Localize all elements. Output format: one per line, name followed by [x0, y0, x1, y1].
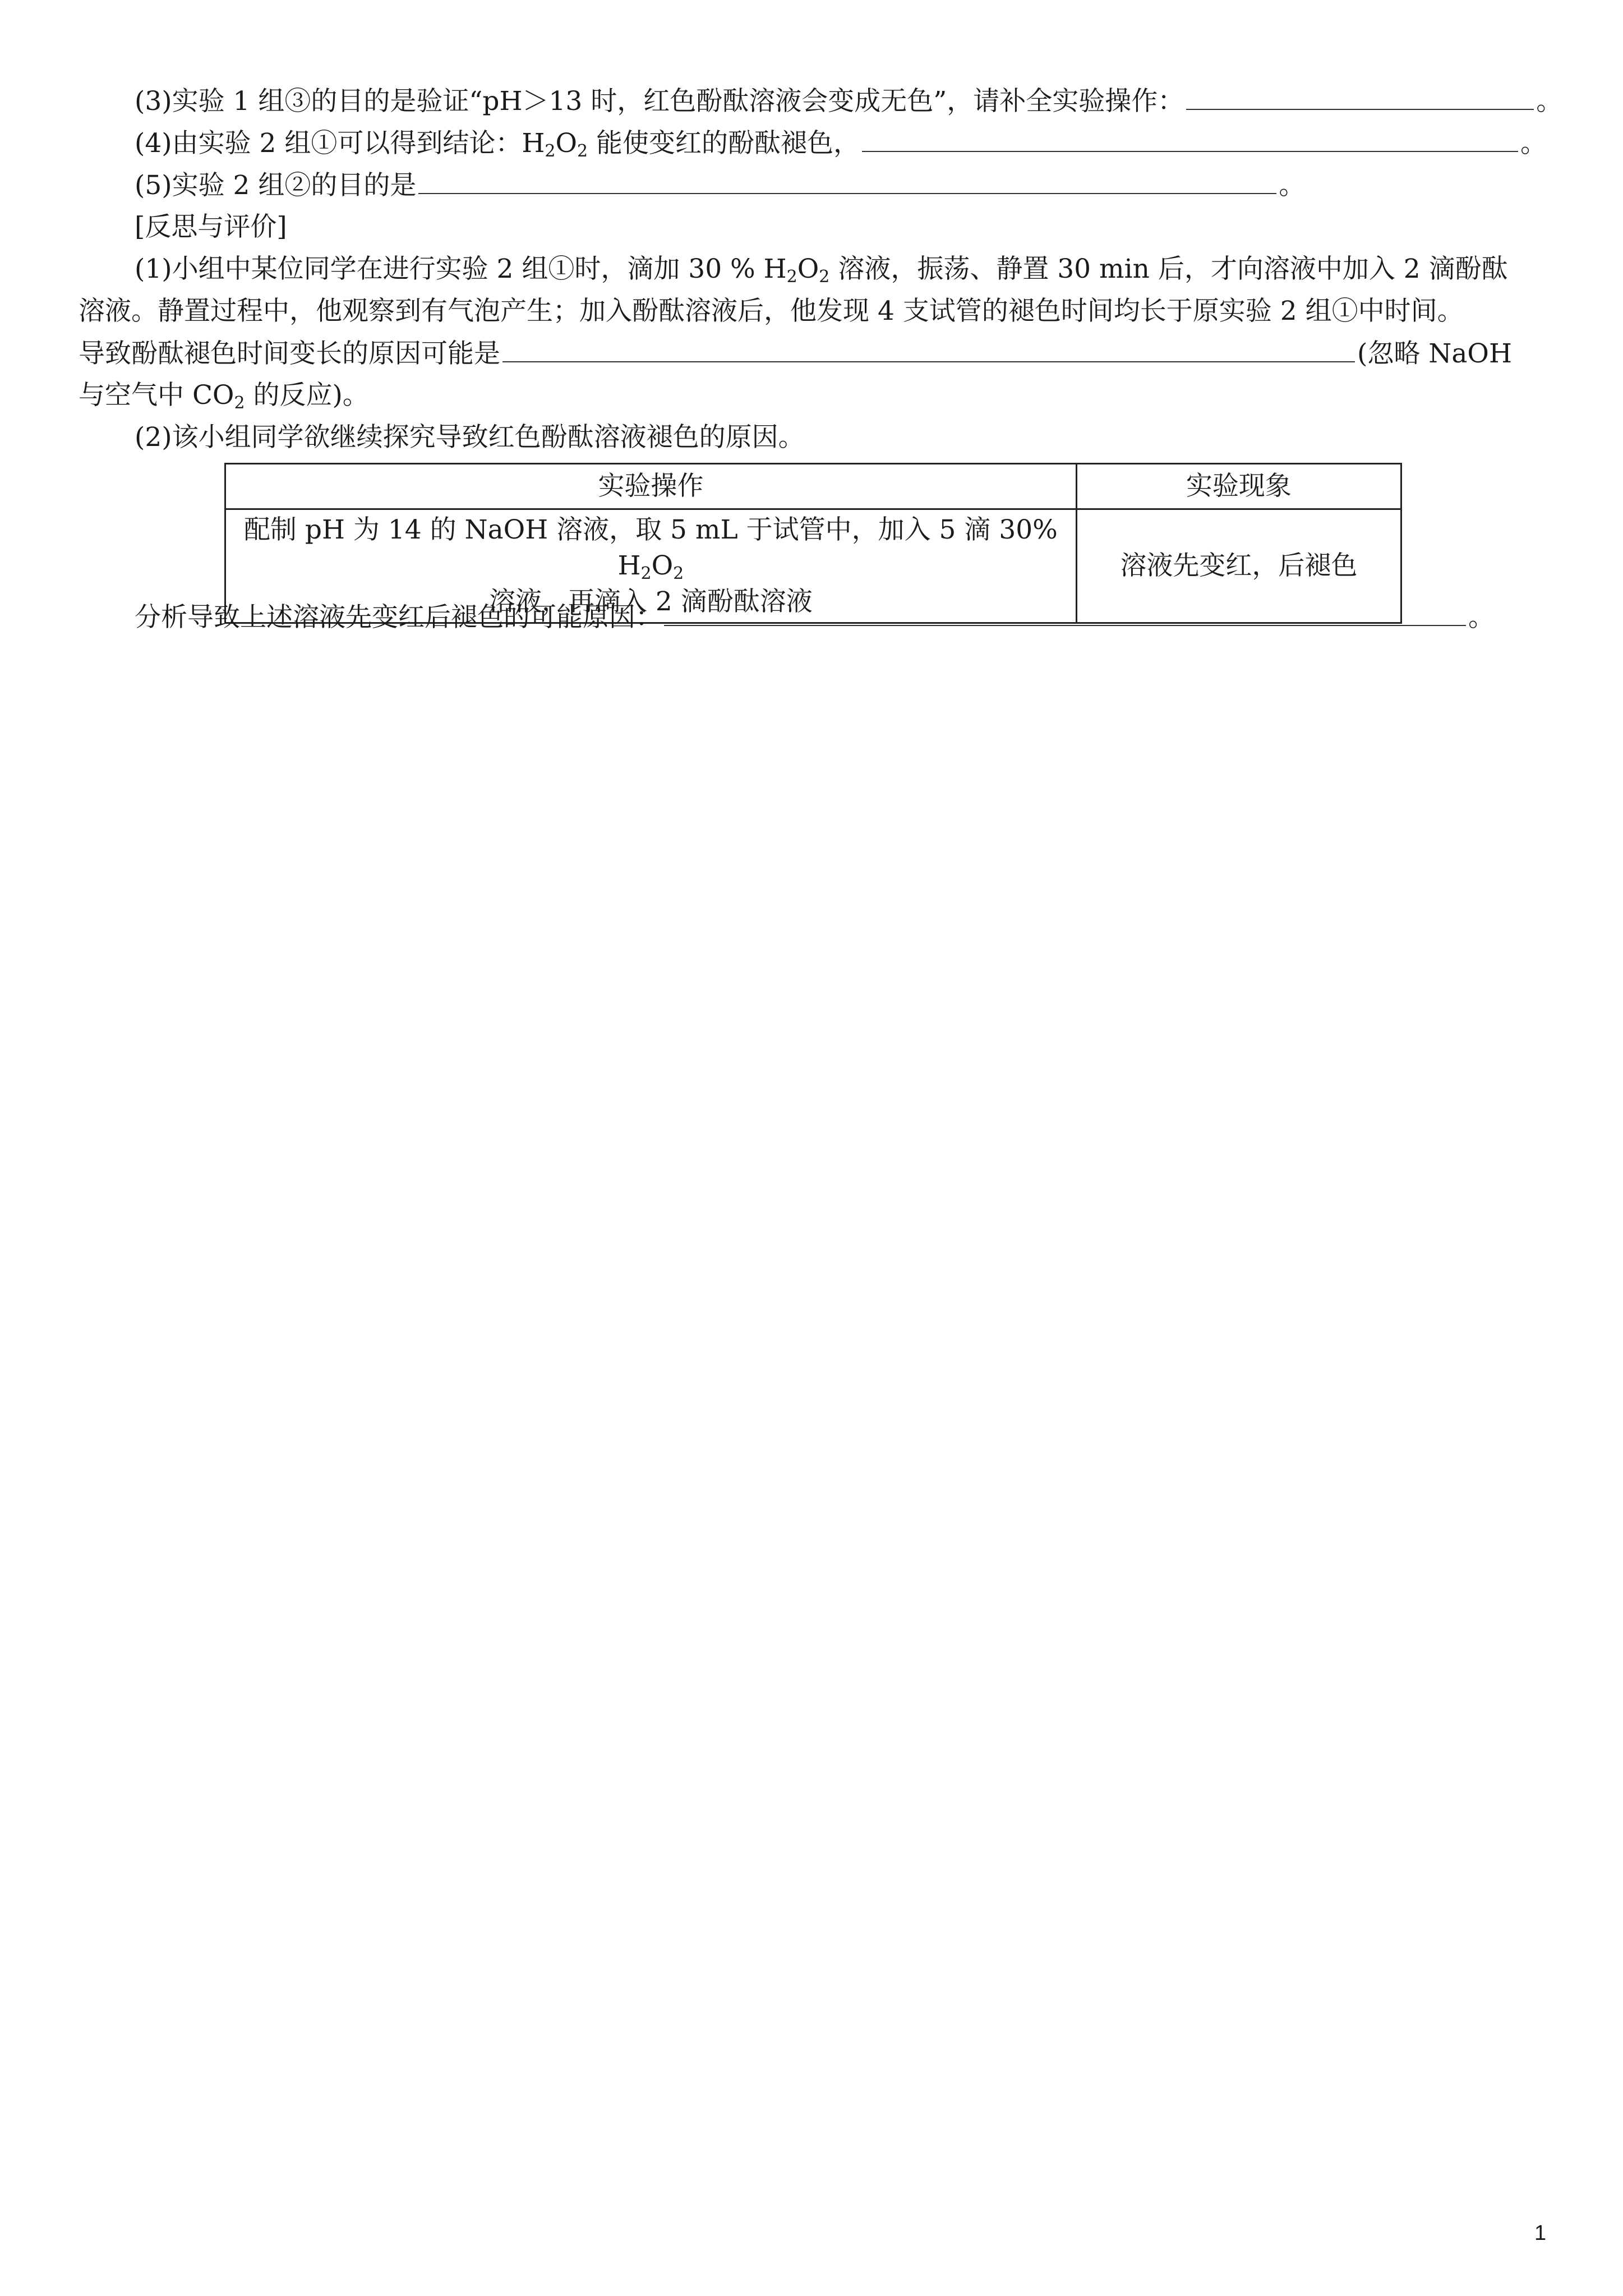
reflection-1-line-2: 溶液。静置过程中，他观察到有气泡产生；加入酚酞溶液后，他发现 4 支试管的褪色时间均长于原实验 2 组①中时间。 [79, 296, 1464, 326]
page-number: 1 [1534, 2221, 1547, 2245]
question-5-text: (5)实验 2 组②的目的是 [135, 170, 417, 201]
analysis-question: 分析导致上述溶液先变红后褪色的可能原因： 。 [135, 600, 1615, 634]
reflection-1-line-4: 与空气中 $CO_2$ 的反应)。 [79, 380, 369, 413]
question-4-prefix: (4)由实验 2 组①可以得到结论： [135, 128, 522, 159]
question-3-end: 。 [1536, 86, 1563, 117]
reflection-1-line-3: 导致酚酞褪色时间变长的原因可能是 (忽略 NaOH [79, 337, 1559, 371]
answer-blank-3[interactable] [1186, 84, 1534, 110]
h2o2-formula: $H_2O_2$ [763, 254, 830, 287]
answer-blank-4[interactable] [862, 126, 1518, 152]
h2o2-formula: $H_2O_2$ [522, 128, 588, 161]
question-4 [135, 126, 1615, 160]
header-operation: 实验操作 [225, 464, 1077, 509]
question-4-suffix: 能使变红的酚酞褪色， [588, 128, 860, 159]
question-5-end: 。 [1279, 170, 1306, 201]
reflection-1-line-1: (1)小组中某位同学在进行实验 2 组①时，滴加 30 % $H_2O_2$ 溶液，振荡、静置 30 min 后，才向溶液中加入 2 滴酚酞 [135, 254, 1508, 287]
reflection-2: (2)该小组同学欲继续探究导致红色酚酞溶液褪色的原因。 [135, 422, 805, 453]
cell-operation: 配制 pH 为 14 的 NaOH 溶液，取 5 mL 于试管中，加入 5 滴 30% $H_2O_2$ 溶液，再滴入 2 滴酚酞溶液 [225, 509, 1077, 623]
header-phenomenon: 实验现象 [1076, 464, 1401, 509]
question-3-text: (3)实验 1 组③的目的是验证“pH＞13 时，红色酚酞溶液会变成无色”，请补全实验操作： [135, 86, 1184, 117]
reflection-header: [反思与评价] [135, 211, 287, 242]
table-header-row [225, 464, 1401, 509]
question-5 [135, 168, 1615, 203]
answer-blank-5[interactable] [418, 168, 1276, 194]
cell-phenomenon: 溶液先变红，后褪色 [1076, 509, 1401, 623]
question-3 [135, 84, 1615, 118]
question-4-end: 。 [1520, 128, 1547, 159]
answer-blank-reflection-1[interactable] [502, 337, 1355, 362]
experiment-table [224, 463, 1402, 624]
answer-blank-analysis[interactable] [664, 600, 1466, 626]
